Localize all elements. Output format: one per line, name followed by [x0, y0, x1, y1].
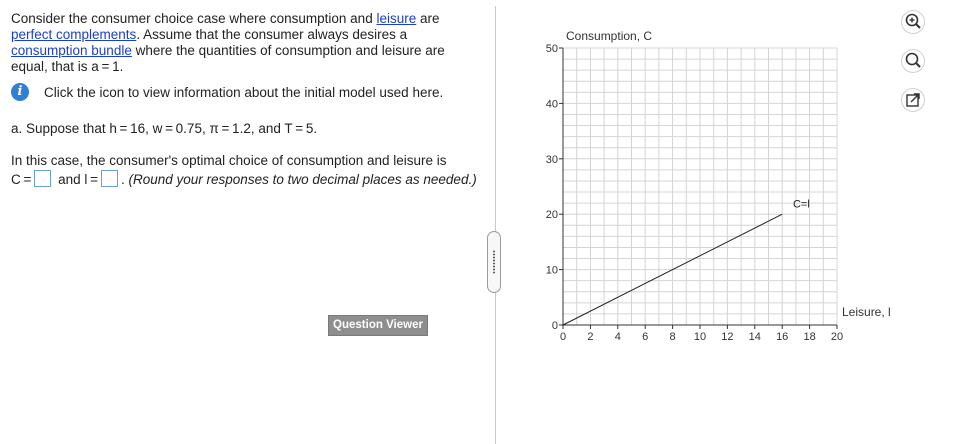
- zoom-in-button[interactable]: [901, 10, 925, 34]
- x-tick-label: 18: [803, 331, 816, 343]
- y-tick-label: 10: [545, 264, 558, 277]
- and-l-label: and l =: [54, 172, 98, 187]
- prompt-line: In this case, the consumer's optimal choice of consumption and leisure is: [11, 153, 447, 168]
- info-icon[interactable]: i: [11, 83, 29, 101]
- x-tick-label: 8: [669, 331, 676, 343]
- intro-text-2: are: [416, 11, 440, 26]
- y-tick-label: 50: [545, 43, 558, 55]
- line-label: C=l: [792, 198, 810, 211]
- x-tick-label: 20: [830, 331, 844, 343]
- axes: [559, 48, 837, 329]
- period-text: .: [120, 172, 125, 187]
- x-tick-label: 10: [693, 331, 707, 343]
- x-tick-labels: [560, 331, 843, 343]
- grid-lines: [563, 48, 837, 325]
- intro-text-4: where the quantities of consumption and leisure are equal, that is a = 1.: [11, 43, 445, 74]
- x-axis-label: Leisure, l: [842, 305, 891, 319]
- info-text: Click the icon to view information about the initial model used here.: [44, 84, 444, 100]
- x-tick-label: 16: [776, 331, 789, 343]
- graph-area[interactable]: [496, 0, 959, 444]
- grip-dots-icon: [493, 250, 495, 274]
- intro-text-1: Consider the consumer choice case where consumption and: [11, 11, 377, 26]
- zoom-out-button[interactable]: [901, 49, 925, 73]
- x-tick-label: 12: [721, 331, 734, 343]
- x-tick-label: 0: [559, 331, 567, 343]
- popout-icon: [902, 89, 924, 111]
- info-row: [11, 83, 443, 101]
- y-tick-label: 0: [551, 320, 558, 332]
- x-tick-label: 14: [748, 331, 761, 343]
- y-tick-labels: [546, 43, 558, 332]
- y-tick-label: 40: [545, 98, 558, 111]
- y-tick-label: 30: [545, 153, 558, 166]
- question-intro: [11, 11, 481, 75]
- round-note: (Round your responses to two decimal places as needed.): [128, 172, 477, 187]
- intro-text-3: . Assume that the consumer always desires a: [136, 27, 408, 42]
- question-viewer-button[interactable]: Question Viewer: [328, 315, 428, 336]
- c-label: C =: [11, 172, 32, 187]
- x-tick-label: 2: [587, 331, 594, 343]
- y-axis-label: Consumption, C: [566, 29, 653, 43]
- consumption-bundle-link[interactable]: consumption bundle: [11, 43, 132, 58]
- answer-prompt: [11, 152, 481, 189]
- x-tick-label: 6: [642, 331, 649, 343]
- leisure-answer-input[interactable]: [101, 170, 118, 187]
- popout-button[interactable]: [901, 88, 925, 112]
- x-tick-label: 4: [614, 331, 621, 343]
- zoom-out-icon: [902, 50, 924, 72]
- y-tick-label: 20: [545, 209, 558, 222]
- zoom-in-icon: [902, 11, 924, 33]
- leisure-link[interactable]: leisure: [376, 11, 417, 26]
- consumption-answer-input[interactable]: [34, 170, 51, 187]
- perfect-complements-link[interactable]: perfect complements: [11, 27, 137, 42]
- part-a-statement: a. Suppose that h = 16, w = 0.75, π = 1.2, and T = 5.: [11, 121, 318, 136]
